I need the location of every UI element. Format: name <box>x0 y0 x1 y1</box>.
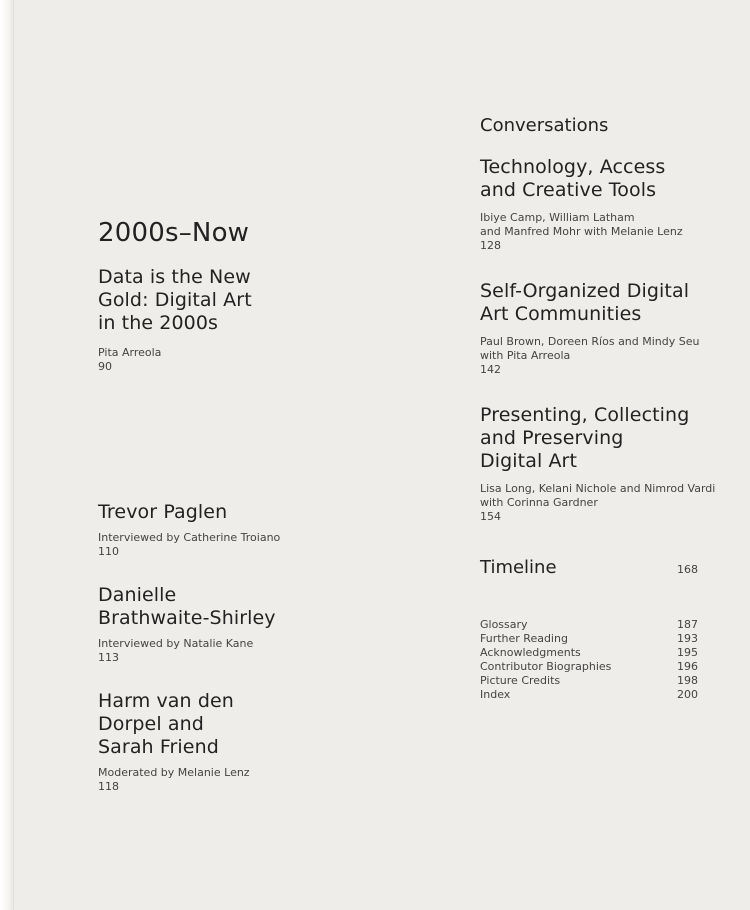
timeline-page: 168 <box>677 563 698 576</box>
conversation-entry <box>480 156 683 253</box>
conversation-title-line: and Preserving <box>480 427 624 449</box>
conversation-byline: with Pita Arreola <box>480 349 571 362</box>
entry-page: 113 <box>98 651 119 664</box>
entry-byline: Moderated by Melanie Lenz <box>98 766 250 779</box>
back-matter-label: Index <box>480 688 511 701</box>
entry-danielle-brathwaite-shirley <box>98 584 276 665</box>
essay-entry <box>98 266 252 374</box>
back-matter-item <box>480 660 698 674</box>
entry-title-line: Brathwaite-Shirley <box>98 607 276 629</box>
essay-title-line: Gold: Digital Art <box>98 289 252 311</box>
entry-page: 110 <box>98 545 119 558</box>
conversation-entry <box>480 280 699 377</box>
essay-author: Pita Arreola <box>98 346 162 359</box>
timeline-entry <box>480 557 698 579</box>
back-matter-page: 200 <box>677 688 698 701</box>
back-matter-list <box>480 618 698 702</box>
book-spine-edge <box>0 0 14 910</box>
entry-byline: Interviewed by Natalie Kane <box>98 637 254 650</box>
conversation-byline: Paul Brown, Doreen Ríos and Mindy Seu <box>480 335 700 348</box>
conversation-byline: Lisa Long, Kelani Nichole and Nimrod Vardi <box>480 482 716 495</box>
back-matter-label: Picture Credits <box>480 674 561 687</box>
entry-title-line: Sarah Friend <box>98 736 219 758</box>
back-matter-page: 198 <box>677 674 698 687</box>
conversation-title-line: Art Communities <box>480 303 642 325</box>
conversation-entry <box>480 404 715 524</box>
era-title: 2000s–Now <box>98 218 250 248</box>
section-title-conversations: Conversations <box>480 115 609 136</box>
conversation-page: 154 <box>480 510 501 523</box>
back-matter-item <box>480 646 698 660</box>
back-matter-label: Acknowledgments <box>480 646 581 659</box>
essay-page: 90 <box>98 360 112 373</box>
conversation-title-line: Self-Organized Digital <box>480 280 690 302</box>
entry-title-line: Dorpel and <box>98 713 204 735</box>
back-matter-page: 195 <box>677 646 698 659</box>
timeline-label: Timeline <box>480 557 557 578</box>
entry-title-line: Harm van den <box>98 690 234 712</box>
conversation-page: 128 <box>480 239 501 252</box>
back-matter-page: 196 <box>677 660 698 673</box>
back-matter-item <box>480 618 698 632</box>
conversation-byline: with Corinna Gardner <box>480 496 598 509</box>
entry-harm-van-den-dorpel <box>98 690 250 794</box>
back-matter-page: 187 <box>677 618 698 631</box>
essay-title-line: in the 2000s <box>98 312 219 334</box>
conversation-title-line: and Creative Tools <box>480 179 657 201</box>
entry-byline: Interviewed by Catherine Troiano <box>98 531 281 544</box>
back-matter-label: Further Reading <box>480 632 568 645</box>
entry-title: Trevor Paglen <box>98 501 228 523</box>
back-matter-item <box>480 674 698 688</box>
back-matter-page: 193 <box>677 632 698 645</box>
conversation-title-line: Technology, Access <box>480 156 666 178</box>
conversation-byline: and Manfred Mohr with Melanie Lenz <box>480 225 683 238</box>
back-matter-label: Contributor Biographies <box>480 660 612 673</box>
back-matter-item <box>480 632 698 646</box>
back-matter-label: Glossary <box>480 618 528 631</box>
conversation-title-line: Presenting, Collecting <box>480 404 690 426</box>
conversation-title-line: Digital Art <box>480 450 578 472</box>
back-matter-item <box>480 688 698 702</box>
conversation-byline: Ibiye Camp, William Latham <box>480 211 635 224</box>
entry-trevor-paglen <box>98 501 280 559</box>
entry-title-line: Danielle <box>98 584 177 606</box>
essay-title-line: Data is the New <box>98 266 251 288</box>
conversation-page: 142 <box>480 363 501 376</box>
entry-page: 118 <box>98 780 119 793</box>
